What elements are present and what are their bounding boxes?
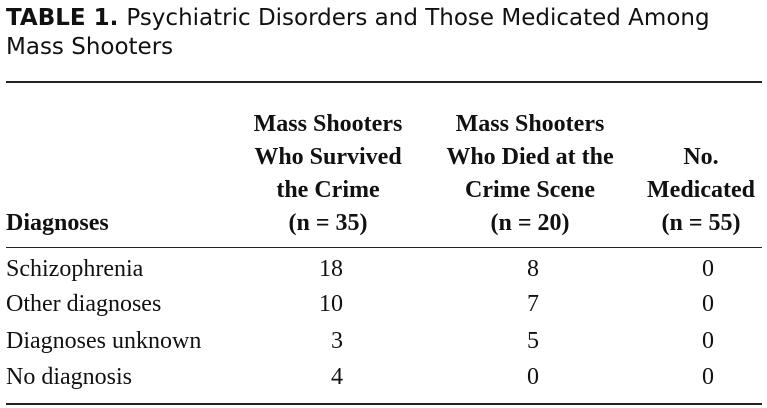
header-rule	[6, 247, 762, 248]
bottom-rule	[6, 403, 762, 405]
row-survived: 10	[319, 291, 343, 317]
header-survived: Mass Shooters Who Survived the Crime (n = 35)	[253, 111, 403, 236]
top-rule	[6, 81, 762, 83]
row-diagnosis: Other diagnoses	[6, 291, 162, 317]
row-diagnosis: No diagnosis	[6, 364, 132, 390]
row-diagnosis: Schizophrenia	[6, 256, 144, 282]
row-diagnosis: Diagnoses unknown	[6, 328, 202, 354]
table-caption	[6, 4, 756, 62]
row-survived: 4	[331, 364, 343, 390]
table-label: TABLE 1.	[6, 5, 119, 31]
table-row	[6, 251, 762, 287]
table-row	[6, 359, 762, 395]
header-diagnoses: Diagnoses	[6, 210, 109, 236]
row-medicated: 0	[702, 256, 714, 282]
row-medicated: 0	[702, 291, 714, 317]
table-header	[6, 100, 762, 240]
row-died: 0	[527, 364, 539, 390]
table-title: Psychiatric Disorders and Those Medicated Among Mass Shooters	[6, 5, 710, 60]
row-died: 8	[527, 256, 539, 282]
row-medicated: 0	[702, 364, 714, 390]
row-survived: 3	[331, 328, 343, 354]
header-died: Mass Shooters Who Died at the Crime Scene (n = 20)	[446, 111, 614, 236]
header-medicated: No. Medicated (n = 55)	[647, 144, 755, 236]
table-row	[6, 323, 762, 359]
row-medicated: 0	[702, 328, 714, 354]
row-survived: 18	[319, 256, 343, 282]
table-row	[6, 286, 762, 322]
row-died: 5	[527, 328, 539, 354]
row-died: 7	[527, 291, 539, 317]
